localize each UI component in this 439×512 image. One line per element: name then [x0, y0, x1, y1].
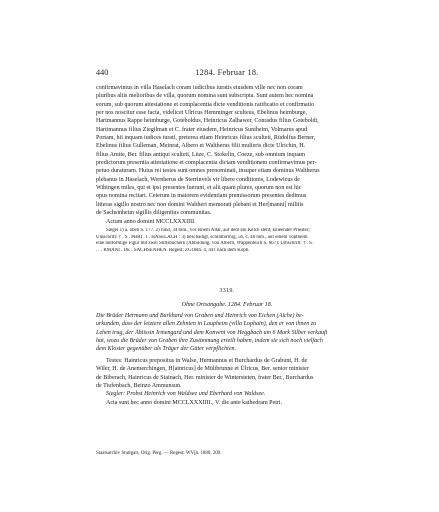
document-number: 3319.	[219, 288, 235, 294]
page-header	[96, 68, 358, 80]
charter-text	[96, 84, 358, 226]
source-line: Staatsarchiv Stuttgart, Orig. Perg. — Regest: WVjh. 1880, 209.	[96, 451, 222, 456]
text-line: Wihingen miles, qui et ipsi presentes fuerunt, et alii quam plures, quorum non est hic	[96, 185, 302, 192]
summary-line: Lehen trug, der Äbtissin Irmengard und dem Konvent von Heggbach um 6 Mark Silber verkauft	[96, 329, 328, 336]
text-line: Hartimannus filius Ziegilman et C. frater eiusdem, Heinricus Suntheim, Volmarus apud	[96, 126, 308, 133]
summary-line: hat, wozu die Brüder von Graben ihre Zustimmung erteilt haben, indem sie sich noch vielfach	[96, 338, 323, 345]
page-number: 440	[96, 68, 109, 77]
text-line: plebanus in Haselach, Wernherus de Sterrinvels vir libere conditionis, Lodewicus de	[96, 176, 300, 183]
witness-line: de Tiufenbach, Beinzo Ammunsun.	[96, 383, 182, 390]
sealers-line: Siegler: Probst Heinrich von Waldsee und Eberhard von Waldsee.	[106, 391, 266, 398]
note-line: Umschrift: † . S . PBRI . I . HASELACH : 3) beschädigt, schildförmig, 56, c. 48 mm., auf einem Topfhelm	[96, 234, 308, 240]
summary	[96, 312, 358, 354]
text-line: predictorum presentia attestatione et complacentia dictam venditionem confirmavimus per-	[96, 160, 317, 167]
text-line: de Sachsinheim sigillis diligentius communitas.	[96, 210, 212, 217]
witness-line: Wiler, H. de Anemerchingen, H[ainricus] de Mülibrunne et Ūlricus, Ber. senior minister	[96, 366, 309, 373]
summary-line: urkunden, dass der letztere allen Zehnten in Laupheim (villa Lophain), den er von ihnen zu	[96, 321, 317, 328]
running-title: 1284. Februar 18.	[195, 68, 259, 77]
witnesses	[96, 357, 358, 407]
text-line: confirmavimus in villa Haselach coram iudicibus iuratis eiusdem ville nec non coram	[96, 85, 303, 91]
acta-line: Acta sunt hec anno domini MCCLXXXIIII., V. die ante kathedram Petri.	[106, 399, 283, 406]
witness-line: de Biberach, Hainricus de Stainach, Her. minister de Wintersteten, frater Ber., Burchardus	[96, 374, 314, 381]
text-line: per nos noscitur esse facta, videlicet Ulricus Hemminger sculteus, Ebelinus heimburge,	[96, 110, 307, 117]
note-line: eine hutförmige Figur mit zwei Stiftsbüchern (Abbildung: von Alberti, Wappenbuch S. 667); Umschrift: † . S .	[96, 241, 315, 247]
text-line: opus nomina recitari. Ceterum in maiorem evidentiam premissorum presentes dedimus	[96, 193, 307, 200]
text-line: filius Amite, Ber. filius antiqui sculteti, Lūze, C. Stokelin, Coeze, sub omnium inquam	[96, 151, 306, 158]
summary-line: dem Kloster gegenüber als Träger der Güter verpflichten.	[96, 346, 237, 353]
note-line: . . . RMANI . DE . SACHSENHEN. Regest: ZGORh. 4, 441 nach dem Kopb.	[96, 248, 250, 254]
note-line: Siegel 1) a. oben S. 177. 2) rund, 34 mm., vor einem Altar, auf dem ein Kelch steht, knieender Priester;	[106, 228, 310, 233]
text-line: eorum, sub quorum attestatione et complacentia dicte venditionis ratificatio et confirmatio	[96, 101, 315, 108]
text-line: litteras sigillo nostro nec non domini Waltheri memorati plebani et Her[manni] militis	[96, 201, 304, 208]
witness-line: Testes: Hainricus prepositus in Walse, Hermannus et Burchardus de Grabunt, H. de	[106, 358, 308, 364]
text-line: Hartmannus Rappe heimburge, Goteboldus, Heinricus Zalhawer, Conradus filius Goteboldi,	[96, 118, 319, 125]
text-line: petuo duraturam. Huius rei testes sunt omnes prenominati, insuper etiam dominus Waltherus	[96, 168, 320, 175]
text-line: pluribus aliis melioribus de villa, quorum nomina sunt subscripta. Sunt autem hec nomina	[96, 93, 314, 100]
text-line: Ebelinus filius Gulleman, Meinrat, Albero et Waltherus filii mulieris dicte Ulrichin, H.	[96, 143, 306, 150]
date-line: Ohne Ortsangabe. 1284. Februar 18.	[181, 302, 273, 308]
actum-line: Actum anno domini MCCLXXXIIII.	[106, 218, 196, 225]
text-line: Portam, hii inquam iudices iurati, preterea etiam Heinricus filius sculteti, Rūdolfus Berner,	[96, 135, 316, 142]
seal-note	[96, 228, 358, 255]
summary-line: Die Brüder Hermann und Burkhard von Graben und Heinrich von Eichen (Aiche) be-	[96, 313, 304, 319]
